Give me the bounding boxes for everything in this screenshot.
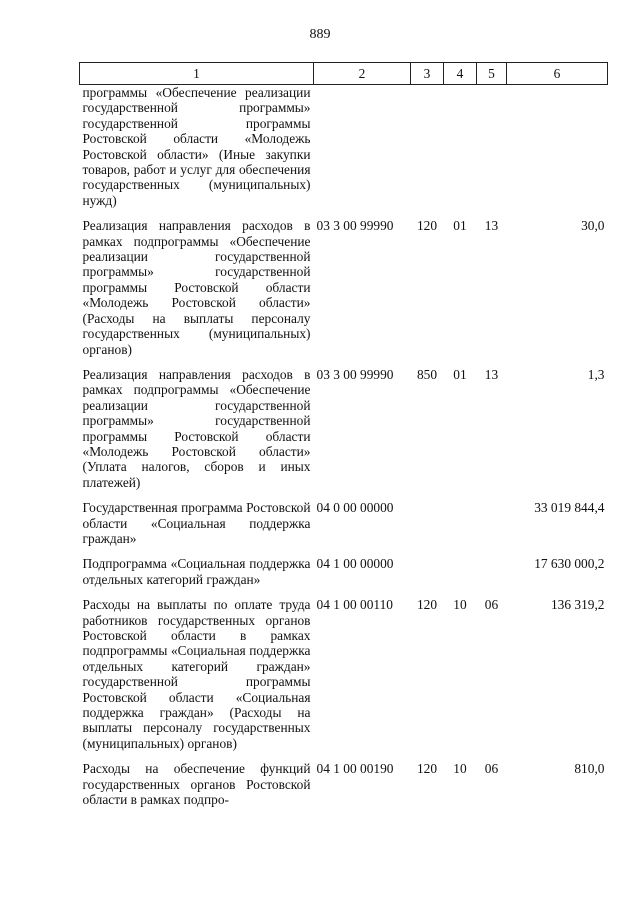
row-column-3: 120 (416, 761, 438, 777)
table-header-row (80, 63, 608, 85)
row-description: Подпрограмма «Социальная поддержка отдельных категорий граждан» (82, 556, 311, 587)
row-code: 04 1 00 00000 (316, 556, 394, 572)
column-header: 5 (477, 63, 507, 85)
row-description: Государственная программа Ростовской области «Социальная поддержка граждан» (82, 500, 311, 546)
table-row (80, 367, 608, 490)
row-column-4 (444, 85, 477, 209)
column-header: 6 (507, 63, 608, 85)
row-column-5: 06 (484, 597, 499, 613)
row-amount: 33 019 844,4 (534, 500, 605, 516)
row-description: Расходы на обеспечение функций государственных органов Ростовской области в рамках подпро- (82, 761, 311, 808)
row-column-4: 10 (453, 761, 467, 777)
table-row (80, 761, 608, 807)
row-amount: 30,0 (581, 218, 605, 234)
column-header: 3 (411, 63, 444, 85)
budget-table (79, 62, 608, 807)
table-row (80, 85, 608, 209)
row-amount: 1,3 (587, 366, 605, 382)
row-column-3 (411, 85, 444, 209)
row-column-5: 06 (484, 761, 499, 777)
row-column-4: 01 (453, 218, 467, 234)
row-code: 04 1 00 00190 (316, 761, 394, 777)
row-code: 03 3 00 99990 (316, 218, 394, 234)
row-column-3: 850 (416, 366, 438, 382)
row-column-3 (411, 500, 444, 546)
column-header: 1 (80, 63, 314, 85)
table-row (80, 500, 608, 546)
row-column-3: 120 (416, 218, 438, 234)
row-code (314, 85, 411, 209)
row-column-5 (477, 85, 507, 209)
row-amount: 17 630 000,2 (534, 556, 605, 572)
row-column-3 (411, 556, 444, 587)
table-row (80, 556, 608, 587)
table-row (80, 597, 608, 751)
row-column-5 (477, 556, 507, 587)
row-column-5 (477, 500, 507, 546)
row-column-4: 01 (453, 366, 467, 382)
row-code: 04 1 00 00110 (316, 597, 393, 613)
row-amount: 810,0 (574, 761, 605, 777)
row-code: 04 0 00 00000 (316, 500, 394, 516)
column-header: 2 (314, 63, 411, 85)
table-row (80, 218, 608, 357)
row-amount: 136 319,2 (550, 597, 605, 613)
row-column-3: 120 (416, 597, 438, 613)
row-column-4 (444, 556, 477, 587)
row-code: 03 3 00 99990 (316, 366, 394, 382)
row-amount (507, 85, 608, 209)
column-header: 4 (444, 63, 477, 85)
row-description: Реализация направления расходов в рамках подпрограммы «Обеспечение реализации государственной программы» государственной программы Ростовской области «Молодежь Ростовской области» (Уплата налогов, сборов и иных платежей) (82, 366, 311, 490)
row-description: программы «Обеспечение реализации государственной программы» государственной программы Ростовской области «Молодежь Ростовской области» (Иные закупки товаров, работ и услуг для обеспечения государственных (муниципальных) нужд) (82, 85, 311, 208)
row-description: Расходы на выплаты по оплате труда работников государственных органов Ростовской области в рамках подпрограммы «Социальная поддержка отдельных категорий граждан» государственной программы Ростовской области «Социальная поддержка граждан» (Расходы на выплаты персоналу государственных (муниципальных) органов) (82, 597, 311, 751)
row-column-4 (444, 500, 477, 546)
row-column-5: 13 (484, 366, 499, 382)
row-column-5: 13 (484, 218, 499, 234)
row-column-4: 10 (453, 597, 467, 613)
page-number: 889 (309, 27, 331, 42)
row-description: Реализация направления расходов в рамках подпрограммы «Обеспечение реализации государственной программы» государственной программы Ростовской области «Молодежь Ростовской области» (Расходы на выплаты персоналу государственных (муниципальных) органов) (82, 218, 311, 357)
